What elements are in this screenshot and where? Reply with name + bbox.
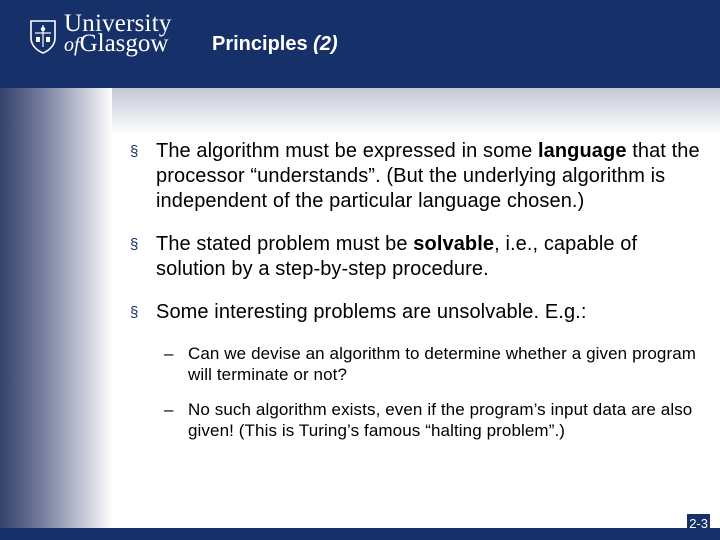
content-top-gradient (112, 88, 720, 135)
decorative-gradient-band (0, 88, 112, 528)
bullet-text: Some interesting problems are unsolvable. E.g.: (156, 301, 587, 323)
slide-content (112, 88, 720, 528)
bullet-text-bold: solvable (413, 233, 495, 255)
logo-line-glasgow (64, 32, 172, 57)
bullet-text-part: The algorithm must be expressed in some (156, 140, 538, 162)
slide-header (0, 0, 720, 88)
slide-title-main: Principles (212, 33, 308, 55)
logo-wordmark (64, 12, 172, 57)
bullet-text (156, 140, 700, 212)
slide-footer-bar (0, 528, 720, 540)
page-number: 2-3 (689, 516, 708, 531)
bullet-text-part: , i.e., capable of solution by a step-by-step procedure. (156, 233, 638, 280)
bullet-text-part: The stated problem must be (156, 233, 414, 255)
sub-bullet-list (156, 343, 700, 441)
bullet-item (130, 139, 700, 214)
bullet-list (130, 139, 700, 459)
bullet-text (156, 233, 637, 280)
bullet-item (130, 300, 700, 441)
bullet-marker: § (130, 236, 139, 253)
logo-glasgow: Glasgow (79, 30, 169, 57)
university-crest-icon (30, 20, 56, 54)
sub-bullet-dash: – (164, 344, 174, 363)
sub-bullet-text: Can we devise an algorithm to determine whether a given program will terminate or not? (188, 344, 697, 384)
bullet-marker: § (130, 304, 139, 321)
bullet-item (130, 232, 700, 282)
bullet-marker: § (130, 143, 139, 160)
sub-bullet-item (156, 399, 700, 441)
slide-title-number: (2) (313, 33, 338, 55)
slide-title (212, 33, 338, 56)
university-logo (30, 12, 200, 62)
bullet-text-bold: language (537, 140, 627, 162)
logo-of: of (64, 34, 80, 56)
sub-bullet-item (156, 343, 700, 385)
bullet-text-part: that the processor “understands”. (But the underlying algorithm is independent of the particular language chosen.) (156, 140, 700, 212)
logo-line-university: University (64, 10, 172, 37)
sub-bullet-text: No such algorithm exists, even if the program’s input data are also given! (This is Turing’s famous “halting problem”.) (188, 400, 693, 440)
sub-bullet-dash: – (164, 400, 174, 419)
